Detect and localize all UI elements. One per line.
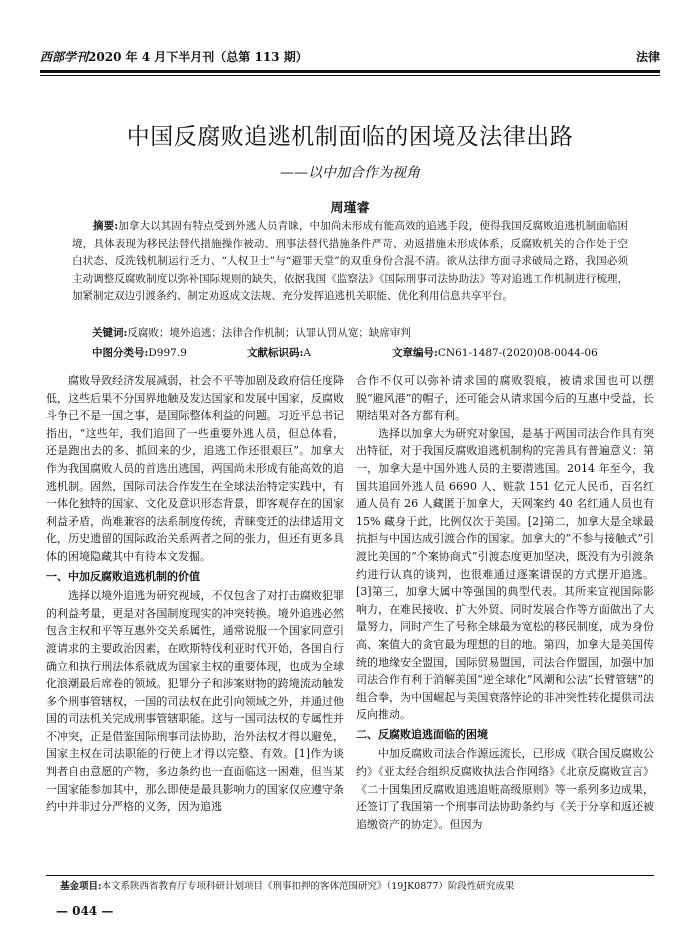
header-journal-info [40,48,308,65]
keywords [92,325,411,340]
doc-label: 文献标识码: [247,347,304,359]
body-column-left [46,372,344,816]
footnote-rule [46,875,654,876]
header-rule-thin [40,75,660,76]
body-paragraph: 腐败导致经济发展减弱，社会不平等加剧及政府信任度降低，这些后果不分国界地触及发达国家和发展中国家，反腐败斗争已不是一国之事，是国际整体利益的问题。习近平总书记指出，“这些年，我们追回了一些重要外逃人员，但总体看，还是跑出去的多、抓回来的少，追逃工作还很艰巨”。加拿大作为我国腐败人员的首选出逃国，两国尚未形成有能高效的追逃机制。固然，国际司法合作发生在全球法治特定实践中，有一体化独特的国家、文化及意识形态背景，即客观存在的国家利益矛盾，尚难兼容的法系制度传统，青睐变迁的法律适用文化，历史遗留的国际政治关系两者之间的张力，但还有更多具体的困境隐藏其中有待本文发掘。 [46,374,344,563]
footnote-text: 本文系陕西省教育厅专项科研计划项目《刑事扣押的客体范围研究》（19JK0877）阶段性研究成果 [101,881,515,892]
abstract-text: 加拿大以其固有特点受到外逃人员青睐，中加尚未形成有能高效的追逃手段，使得我国反腐败追逃机制面临困境，具体表现为移民法替代措施操作被动、刑事法替代措施条件严苛、劝返措施未形成体系，反腐败机关的合作处于空白状态、反洗钱机制运行乏力、“人权卫士”与“避罪天堂”的双重身份合混不清。欲从法律方面寻求破局之路，我国必须主动调整反腐败制度以弥补国际规则的缺失，依据我国《监察法》《国际刑事司法协助法》等对追逃工作机制进行梳理，加紧制定双边引渡条约、制定劝返成文法规、充分发挥追逃机关职能、优化利用信息共享平台。 [72,220,628,303]
article-subtitle: ——以中加合作为视角 [280,165,420,181]
body-paragraph: 中加反腐败司法合作源远流长，已形成《联合国反腐败公约》《亚太经合组织反腐败执法合作网络》《北京反腐败宣言》《二十国集团反腐败追逃追赃高级原则》等一系列多边成果，还签订了我国第一个刑事司法协助条约与《关于分享和返还被追缴资产的协定》。但因为 [356,747,654,831]
footnote-label: 基金项目: [60,881,102,892]
body-paragraph: 合作不仅可以弥补请求国的腐败裂痕，被请求国也可以摆脱“避风港”的帽子，还可能会从请求国今后的互惠中受益，长期结果对各方都有利。 [356,374,654,423]
running-header [40,48,660,70]
clc-number [92,345,187,360]
section-heading-2: 二、反腐败追逃面临的困境 [356,727,488,741]
article-author: 周瑾睿 [330,201,370,216]
funding-footnote [60,878,514,892]
abstract [72,218,628,306]
article-number [392,345,598,360]
keywords-label: 关键词: [92,327,128,339]
keywords-text: 反腐败；境外追逃；法律合作机制；认罪认罚从宽；缺席审判 [127,327,411,339]
page-number: — 044 — [56,904,114,918]
article-title: 中国反腐败追逃机制面临的困境及法律出路 [126,124,574,150]
header-rule-thick [40,70,660,73]
clc-value: D997.9 [148,347,187,359]
article-number-value: CN61-1487-(2020)08-0044-06 [437,347,598,359]
section-label: 法律 [635,50,660,64]
journal-issue: 2020 年 4 月下半月刊（总第 113 期） [88,50,308,64]
document-code [247,345,311,360]
body-paragraph: 选择以境外追逃为研究视域，不仅包含了对打击腐败犯罪的利益考量，更是对各国制度现实的冲突转换。境外追逃必然包含主权和平等互惠外交关系属性，通常说服一个国家同意引渡请求的主要政治因素，在欧斯特伐利亚时代开始，各国自行确立和执行刑法体系就成为国家主权的重要体现，也成为全球化浪潮最后席卷的领域。犯罪分子和涉案财物的跨境流动触发多个刑事管辖权，一国的司法权在此引向领域之外，并通过他国的司法机关完成刑事管辖职能。这与一国司法权的专属性并不冲突，正是借鉴国际刑事司法协助，治外法权才得以避免，国家主权在司法职能的行使上才得以完整、有效。[1]作为谈判者自由意愿的产物，多边条约也一直面临这一困难，但当某一国家能参加其中，那么即使是最具影响力的国家仅应遵守条约中并非过分严格的义务，因为追逃 [46,589,344,814]
section-heading-1: 一、中加反腐败追逃机制的价值 [46,569,200,583]
doc-value: A [303,347,311,359]
body-paragraph: 选择以加拿大为研究对象国，是基于两国司法合作具有突出特征，对于我国反腐败追逃机制构的完善具有普遍意义：第一，加拿大是中国外逃人员的主要潜逃国。2014 年至今，我国共追回外逃人员 6690 人、赃款 151 亿元人民币，百名红通人员有 26 人藏匿于加拿大，天网案约 40 名红通人员也有 15% 藏身于此，比例仅次于美国。[2]第二，加拿大是全球最抗拒与中国达成引渡合作的国家。加拿大的“不参与接触式”引渡比美国的“个案协商式”引渡态度更加坚决，既没有为引渡条约进行认真的谈判，也很难通过逐案谱误的方式摆开追逃。[3]第三，加拿大属中等强国的典型代表。其所来宣视国际影响力，在难民接收、扩大外贸、同时发展合作等方面做出了大量努力，同时产生了号称全球最为宽松的移民制度，成为身份高、案值大的贪官最为理想的目的地。第四，加拿大是美国传统的地缘安全盟国，国际贸易盟国，司法合作盟国，加强中加司法合作有利于消解美国“逆全球化”风潮和公法“长臂管辖”的组合拳，为中国崛起与美国衰落悖论的非冲突性转化提供司法反向推动。 [356,426,654,722]
journal-logo: 西部学刊 [40,50,89,64]
clc-label: 中图分类号: [92,347,149,359]
abstract-label: 摘要: [93,220,119,232]
article-number-label: 文章编号: [392,347,438,359]
body-column-right [356,372,654,833]
